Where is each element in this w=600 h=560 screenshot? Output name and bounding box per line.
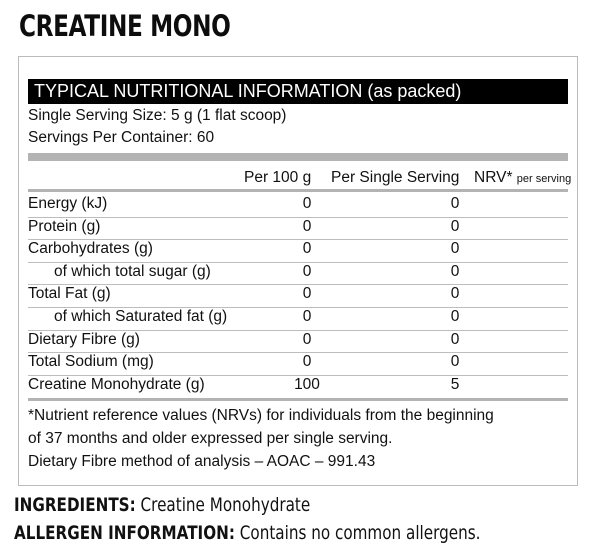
allergen-label: ALLERGEN INFORMATION: <box>14 522 235 544</box>
col-header-nrv <box>474 169 571 187</box>
row-value-per-serving: 0 <box>450 353 460 371</box>
row-label: Dietary Fibre (g) <box>28 330 140 348</box>
row-label: Total Sodium (mg) <box>28 353 154 371</box>
divider-thick <box>28 153 568 161</box>
servings-per-container: Servings Per Container: 60 <box>28 129 215 146</box>
col-header-per-serving: Per Single Serving <box>331 169 460 186</box>
row-value-per-serving: 0 <box>450 240 460 258</box>
row-label: Protein (g) <box>28 217 101 235</box>
divider-header <box>28 189 568 192</box>
row-value-per-serving: 0 <box>450 195 460 212</box>
ingredients-value: Creatine Monohydrate <box>140 494 311 516</box>
row-label: Carbohydrates (g) <box>28 240 153 258</box>
row-label: Creatine Monohydrate (g) <box>28 375 205 393</box>
footnote-line-1: *Nutrient reference values (NRVs) for individuals from the beginning <box>28 407 494 424</box>
allergen-line <box>14 522 480 544</box>
row-value-per-serving: 0 <box>450 330 460 348</box>
footnote-line-3: Dietary Fibre method of analysis – AOAC – 991.43 <box>28 453 376 470</box>
row-value-per-100g: 0 <box>302 308 312 325</box>
row-value-per-100g: 0 <box>302 330 312 348</box>
row-value-per-100g: 0 <box>302 353 312 371</box>
ingredients-label: INGREDIENTS: <box>14 494 136 516</box>
row-value-per-100g: 100 <box>294 375 320 393</box>
row-value-per-100g: 0 <box>302 262 312 280</box>
serving-size: Single Serving Size: 5 g (1 flat scoop) <box>28 107 287 124</box>
row-value-per-serving: 0 <box>450 308 460 325</box>
row-value-per-serving: 0 <box>450 285 460 303</box>
row-label: Energy (kJ) <box>28 195 108 212</box>
row-label: Total Fat (g) <box>28 285 111 303</box>
row-value-per-100g: 0 <box>302 195 312 212</box>
row-label: of which Saturated fat (g) <box>54 308 228 325</box>
allergen-value: Contains no common allergens. <box>239 522 481 544</box>
nrv-label: NRV* <box>474 169 513 186</box>
row-label: of which total sugar (g) <box>54 262 211 280</box>
row-value-per-100g: 0 <box>302 240 312 258</box>
col-header-per-100g: Per 100 g <box>244 169 312 186</box>
row-value-per-100g: 0 <box>302 285 312 303</box>
nrv-note: per serving <box>516 173 572 185</box>
row-value-per-serving: 0 <box>450 217 460 235</box>
footnote-line-2: of 37 months and older expressed per single serving. <box>28 430 393 447</box>
nutrition-header: TYPICAL NUTRITIONAL INFORMATION (as packed) <box>28 79 568 104</box>
ingredients-line <box>14 494 310 516</box>
row-value-per-100g: 0 <box>302 217 312 235</box>
row-value-per-serving: 0 <box>450 262 460 280</box>
row-value-per-serving: 5 <box>450 375 460 393</box>
product-title: CREATINE MONO <box>19 9 231 43</box>
divider-bottom <box>28 398 568 401</box>
